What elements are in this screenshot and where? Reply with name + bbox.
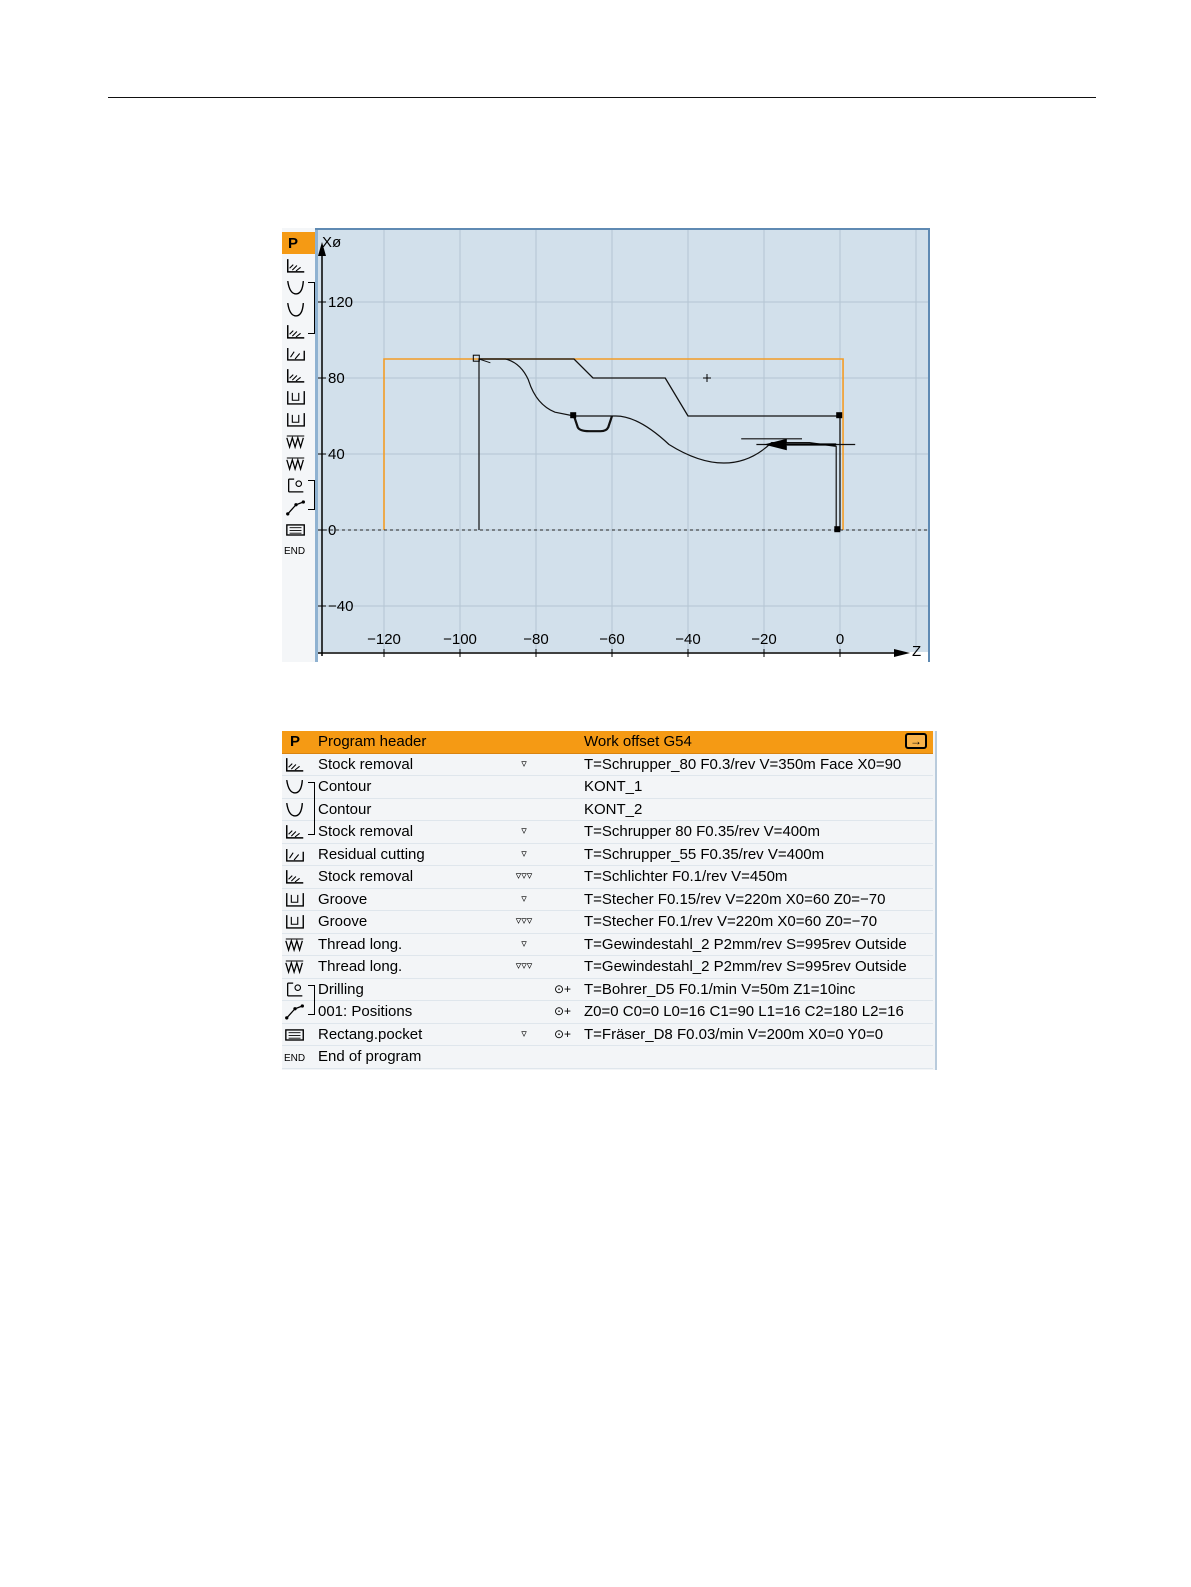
program-step-row[interactable] xyxy=(282,776,933,799)
step-mark: ▿▿▿ xyxy=(515,870,533,882)
program-header-row[interactable] xyxy=(282,731,933,754)
step-params: T=Stecher F0.15/rev V=220m X0=60 Z0=−70 xyxy=(584,890,886,908)
z-tick-label: −60 xyxy=(599,631,625,648)
residual-cutting-icon[interactable] xyxy=(282,342,315,364)
program-step-row[interactable] xyxy=(282,1024,933,1047)
plot-right-edge xyxy=(928,228,930,662)
x-tick-label: 0 xyxy=(328,522,337,539)
program-label: P xyxy=(288,234,299,252)
program-step-list[interactable] xyxy=(282,731,937,1070)
step-mark: ▿ xyxy=(521,757,527,770)
step-params: T=Fräser_D8 F0.03/min V=200m X0=0 Y0=0 xyxy=(584,1025,884,1043)
x-axis-label: Xø xyxy=(322,234,342,251)
x-tick-label: 80 xyxy=(328,370,345,387)
residual-cutting-icon xyxy=(284,846,308,864)
rectangular-pocket-icon xyxy=(284,1026,308,1044)
stock-removal-icon xyxy=(284,823,308,841)
z-tick-label: −20 xyxy=(751,631,777,648)
step-params: T=Gewindestahl_2 P2mm/rev S=995rev Outside xyxy=(584,958,907,975)
stock-removal-icon[interactable] xyxy=(282,364,315,386)
origin-point-marker xyxy=(834,526,840,532)
step-params: T=Schlichter F0.1/rev V=450m xyxy=(584,868,788,885)
program-step-row[interactable] xyxy=(282,889,933,912)
z-tick-label: −40 xyxy=(675,631,701,648)
step-link-bracket xyxy=(308,782,315,835)
step-link: ⊙+ xyxy=(554,1004,572,1018)
step-name: Drilling xyxy=(318,980,364,998)
step-params: T=Schrupper 80 F0.35/rev V=400m xyxy=(584,823,820,840)
positions-icon xyxy=(284,1003,308,1021)
z-axis-label: Z xyxy=(912,643,922,660)
drilling-icon xyxy=(284,981,308,999)
step-mark: ▿ xyxy=(521,892,527,905)
step-mark: ▿ xyxy=(521,937,527,950)
step-params: T=Schrupper_55 F0.35/rev V=400m xyxy=(584,845,825,863)
x-tick-label: 40 xyxy=(328,446,345,463)
z-tick-label: 0 xyxy=(835,631,845,648)
program-step-row[interactable] xyxy=(282,844,933,867)
z-tick-label: −80 xyxy=(523,631,549,648)
step-link-bracket xyxy=(308,985,315,1016)
plot-top-edge xyxy=(282,228,930,230)
program-step-row[interactable] xyxy=(282,979,933,1002)
end-icon xyxy=(284,1048,308,1066)
step-name: Groove xyxy=(318,913,368,930)
graphic-step-strip xyxy=(282,228,315,662)
step-link: ⊙+ xyxy=(554,1026,572,1041)
thread-icon xyxy=(284,958,308,976)
groove-icon xyxy=(284,891,308,909)
step-name: End of program xyxy=(318,1048,422,1065)
program-step-row[interactable] xyxy=(282,754,933,777)
x-tick-label: −40 xyxy=(328,598,354,615)
program-step-row[interactable] xyxy=(282,1001,933,1024)
groove-point-marker xyxy=(570,412,576,418)
step-name: Groove xyxy=(318,890,368,908)
end-of-program-marker[interactable] xyxy=(282,540,315,562)
groove-icon[interactable] xyxy=(282,386,315,408)
program-step-row[interactable] xyxy=(282,934,933,957)
graphic-strip-program-header[interactable] xyxy=(282,232,315,254)
step-name: Stock removal xyxy=(318,823,414,840)
step-mark: ▿▿▿ xyxy=(515,960,533,972)
groove-icon[interactable] xyxy=(282,408,315,430)
step-params: KONT_1 xyxy=(584,778,643,795)
end-point-marker xyxy=(836,412,842,418)
step-mark: ▿▿▿ xyxy=(515,915,533,927)
step-params: T=Gewindestahl_2 P2mm/rev S=995rev Outside xyxy=(584,935,907,953)
step-name: Stock removal xyxy=(318,755,414,773)
plot-background xyxy=(318,230,928,652)
step-mark: ▿ xyxy=(521,1027,527,1040)
program-header-params: Work offset G54 xyxy=(584,733,692,750)
step-name: Contour xyxy=(318,800,372,818)
page-top-rule xyxy=(108,97,1096,98)
program-header-icon: P xyxy=(290,733,301,750)
step-link: ⊙+ xyxy=(554,981,572,996)
step-name: Stock removal xyxy=(318,868,414,885)
step-name: Residual cutting xyxy=(318,845,425,863)
step-params: T=Bohrer_D5 F0.1/min V=50m Z1=10inc xyxy=(584,980,856,998)
contour-icon xyxy=(284,778,308,796)
program-step-row[interactable] xyxy=(282,956,933,979)
step-name: Thread long. xyxy=(318,958,403,975)
program-step-row[interactable] xyxy=(282,866,933,889)
thread-icon[interactable] xyxy=(282,430,315,452)
stock-removal-icon[interactable] xyxy=(282,254,315,276)
step-link-bracket xyxy=(308,480,315,510)
end-label: END xyxy=(284,545,306,557)
program-header-name: Program header xyxy=(318,733,427,750)
stock-removal-icon xyxy=(284,756,308,774)
end-label: END xyxy=(284,1053,306,1064)
program-step-row[interactable] xyxy=(282,821,933,844)
step-name: Thread long. xyxy=(318,935,403,953)
step-params: Z0=0 C0=0 L0=16 C1=90 L1=16 C2=180 L2=16 xyxy=(584,1003,904,1020)
step-name: 001: Positions xyxy=(318,1003,413,1020)
z-tick-label: −100 xyxy=(443,631,477,648)
step-link-bracket xyxy=(308,282,315,334)
z-tick-label: −120 xyxy=(367,631,401,648)
rectangular-pocket-icon[interactable] xyxy=(282,518,315,540)
arrow-right-icon[interactable]: → xyxy=(905,733,927,749)
groove-icon xyxy=(284,913,308,931)
contour-icon xyxy=(284,801,308,819)
program-step-row[interactable] xyxy=(282,799,933,822)
thread-icon xyxy=(284,936,308,954)
step-name: Rectang.pocket xyxy=(318,1025,423,1043)
plot-left-edge xyxy=(315,228,318,662)
step-mark: ▿ xyxy=(521,847,527,860)
program-step-row[interactable] xyxy=(282,1046,933,1069)
step-params: T=Schrupper_80 F0.3/rev V=350m Face X0=90 xyxy=(584,755,902,773)
thread-icon[interactable] xyxy=(282,452,315,474)
step-params: KONT_2 xyxy=(584,800,643,818)
contour-plot xyxy=(282,228,930,662)
contour-graphic-view[interactable] xyxy=(282,228,930,662)
x-tick-label: 120 xyxy=(328,294,354,311)
step-mark: ▿ xyxy=(521,825,527,837)
step-name: Contour xyxy=(318,778,372,795)
step-params: T=Stecher F0.1/rev V=220m X0=60 Z0=−70 xyxy=(584,913,878,930)
program-step-row[interactable] xyxy=(282,911,933,934)
stock-removal-icon xyxy=(284,868,308,886)
